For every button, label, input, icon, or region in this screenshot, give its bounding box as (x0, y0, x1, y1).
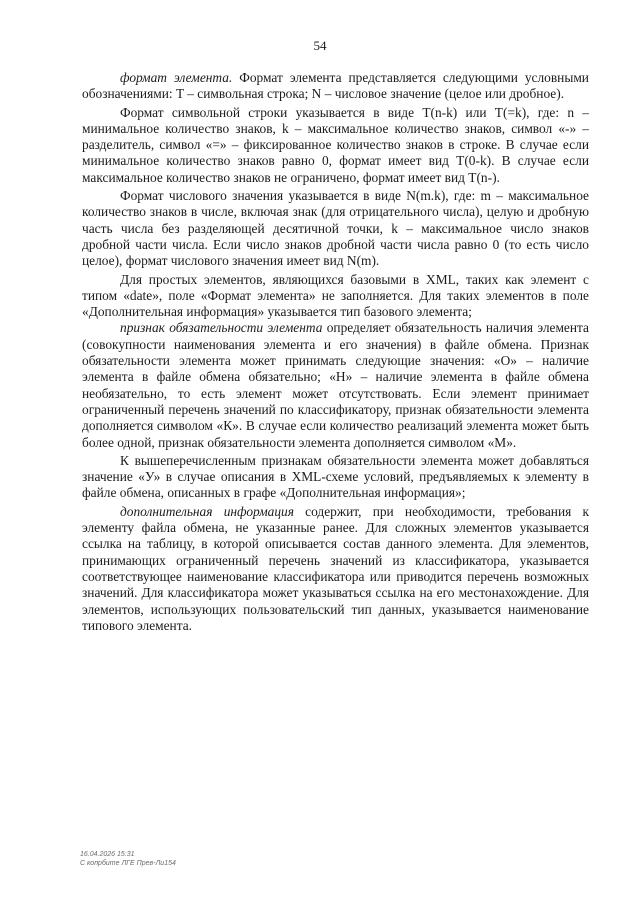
paragraph-text: содержит, при необходимости, требования к элементу файла обмена, не указанные ранее. Для сложных элементов указывается ссылка на таблицу, в которой описывается состав данного элемента. Для элементов, принимающих ограниченный перечень значений из классификатора, указывается соответствующее наименование классификатора или приводится перечень возможных значений. Для классификатора может указываться ссылка на его местонахождение. Для элементов, использующих пользовательский тип данных, указывается наименование типового элемента. (82, 503, 589, 633)
paragraph-text: Формат символьной строки указывается в виде T(n-k) или T(=k), где: n – минимальное количество знаков, k – максимальное количество знаков, символ «-» – разделитель, символ «=» – фиксированное количество знаков в строке. В случае если минимальное количество знаков равно 0, формат имеет вид T(0-k). В случае если максимальное количество знаков не ограничено, формат имеет вид T(n-). (82, 104, 589, 185)
paragraph-additional-info (82, 504, 589, 634)
footer-stamp (80, 850, 176, 868)
paragraph-string-format (82, 105, 589, 186)
paragraph-text: Для простых элементов, являющихся базовыми в XML, таких как элемент с типом «date», поле «Формат элемента» не заполняется. Для таких элементов в поле «Дополнительная информация» указывается тип базового элемента; (82, 271, 589, 320)
paragraph-text: К вышеперечисленным признакам обязательности элемента может добавляться значение «У» в случае описания в XML-схеме условий, предъявляемых к элементу в файле обмена, описанных в графе «Дополнительная информация»; (82, 452, 589, 501)
document-body (82, 70, 589, 634)
paragraph-text: определяет обязательность наличия элемента (совокупности наименования элемента и его значения) в файле обмена. Признак обязательности элемента может принимать следующие значения: «О» – наличие элемента в файле обмена обязательно; «Н» – наличие элемента в файле обмена необязательно, то есть элемент может отсутствовать. Если элемент принимает ограниченный перечень значений по классификатору, признак обязательности элемента дополняется символом «К». В случае если количество реализаций элемента может быть более одной, признак обязательности элемента дополняется символом «М». (82, 320, 589, 450)
paragraph-simple-elements (82, 272, 589, 321)
paragraph-format-element (82, 70, 589, 103)
paragraph-condition-value (82, 453, 589, 502)
footer-reference: С копрбите ЛГЕ Прев-Ли154 (80, 860, 176, 867)
paragraph-text: Формат числового значения указывается в виде N(m.k), где: m – максимальное количество знаков в числе, включая знак (для отрицательного числа), целую и дробную часть числа без разделяющей десятичной точки, k – максимальное число знаков дробной части числа. Если число знаков дробной части числа равно 0 (то есть число целое), формат числового значения имеет вид N(m). (82, 188, 589, 269)
paragraph-mandatory-sign (82, 320, 589, 450)
paragraph-numeric-format (82, 188, 589, 269)
footer-timestamp: 16.04.2026 15:31 (80, 851, 135, 858)
term-mandatory-sign: признак обязательности элемента (120, 320, 323, 336)
page-number: 54 (313, 38, 327, 53)
paragraph-text: Формат элемента представляется следующими условными обозначениями: T – символьная строка; N – числовое значение (целое или дробное). (82, 70, 589, 102)
term-format-element: формат элемента. (120, 70, 233, 85)
term-additional-info: дополнительная информация (120, 503, 294, 519)
